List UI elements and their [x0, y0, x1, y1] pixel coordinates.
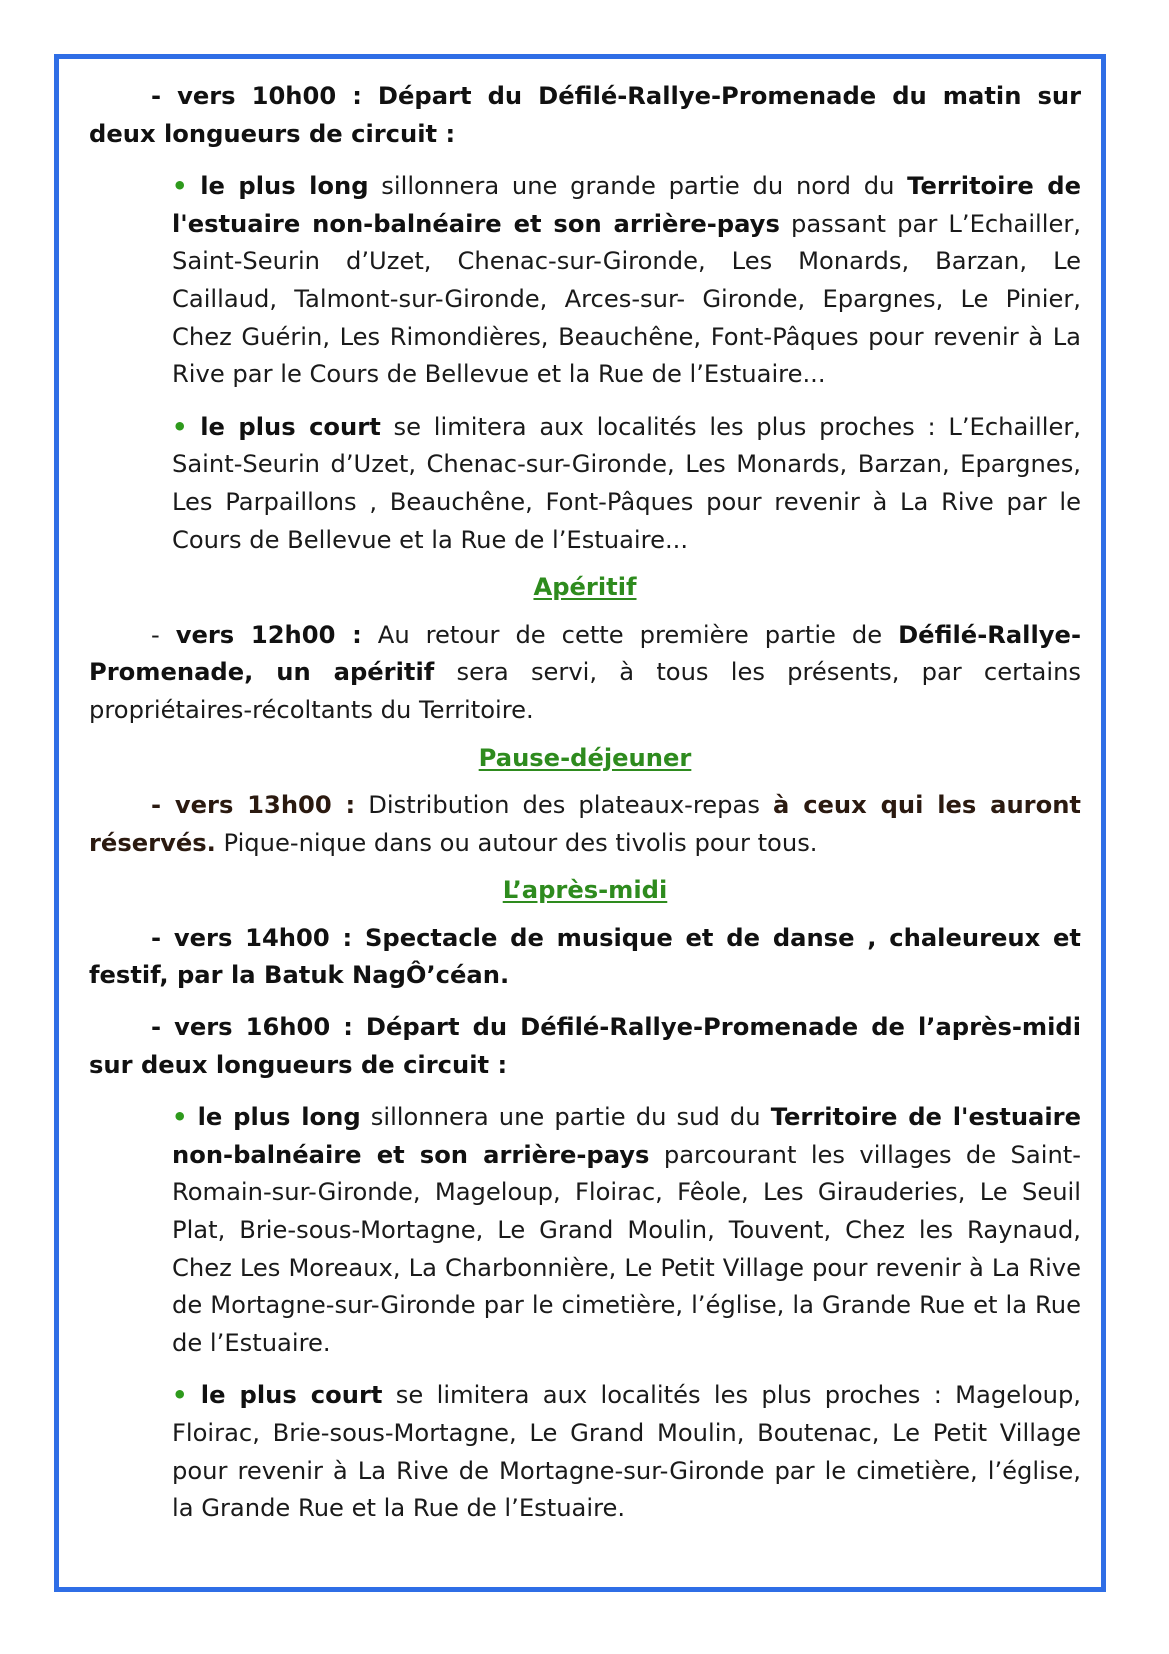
morning-long-circuit-item: • le plus long sillonnera une grande partie du nord du Territoire de l'estuaire non-balnéaire et son arrière-pays passant par L’Echailler, Saint-Seurin d’Uzet, Chenac-sur-Gironde, Les Monards, Barzan, Le Caillaud, Talmont-sur-Gironde, Arces-sur- Gironde, Epargnes, Le Pinier, Chez Guérin, Les Rimondières, Beauchêne, Font-Pâques pour revenir à La Rive par le Cours de Bellevue et la Rue de l’Estuaire... [172, 172, 1081, 389]
afternoon-heading: L’après-midi [502, 876, 668, 905]
lunch-paragraph: - vers 13h00 : Distribution des plateaux-repas à ceux qui les auront réservés. Pique-nique dans ou autour des tivolis pour tous. [89, 791, 1081, 857]
morning-departure-text: - vers 10h00 : Départ du Défilé-Rallye-Promenade du matin sur deux longueurs de circuit : [89, 82, 1081, 148]
document-body [89, 78, 1081, 1528]
aperitif-heading: Apéritif [533, 573, 637, 602]
bullet-icon: • [172, 172, 188, 201]
afternoon-long-circuit-item: • le plus long sillonnera une partie du sud du Territoire de l'estuaire non-balnéaire et son arrière-pays parcourant les villages de Saint-Romain-sur-Gironde, Mageloup, Floirac, Fêole, Les Girauderies, Le Seuil Plat, Brie-sous-Mortagne, Le Grand Moulin, Touvent, Chez les Raynaud, Chez Les Moreaux, La Charbonnière, Le Petit Village pour revenir à La Rive de Mortagne-sur-Gironde par le cimetière, l’église, la Grande Rue et la Rue de l’Estuaire. [172, 1103, 1081, 1357]
morning-departure-paragraph [89, 78, 1081, 153]
bullet-icon: • [172, 1103, 188, 1132]
bullet-icon: • [172, 1381, 188, 1410]
aperitif-paragraph: - vers 12h00 : Au retour de cette première partie de Défilé-Rallye-Promenade, un apéritif sera servi, à tous les présents, par certains propriétaires-récoltants du Territoire. [89, 620, 1081, 724]
morning-short-circuit-item: • le plus court se limitera aux localités les plus proches : L’Echailler, Saint-Seurin d’Uzet, Chenac-sur-Gironde, Les Monards, Barzan, Epargnes, Les Parpaillons , Beauchêne, Font-Pâques pour revenir à La Rive par le Cours de Bellevue et la Rue de l’Estuaire... [172, 412, 1081, 554]
afternoon-short-circuit-item: • le plus court se limitera aux localités les plus proches : Mageloup, Floirac, Brie-sous-Mortagne, Le Grand Moulin, Boutenac, Le Petit Village pour revenir à La Rive de Mortagne-sur-Gironde par le cimetière, l’église, la Grande Rue et la Rue de l’Estuaire. [172, 1381, 1081, 1523]
bullet-icon: • [172, 412, 188, 441]
lunch-break-heading: Pause-déjeuner [478, 743, 692, 772]
show-paragraph: - vers 14h00 : Spectacle de musique et de danse , chaleureux et festif, par la Batuk NagÔ’céan. [89, 923, 1081, 990]
afternoon-departure-paragraph: - vers 16h00 : Départ du Défilé-Rallye-Promenade de l’après-midi sur deux longueurs de circuit : [89, 1013, 1081, 1079]
